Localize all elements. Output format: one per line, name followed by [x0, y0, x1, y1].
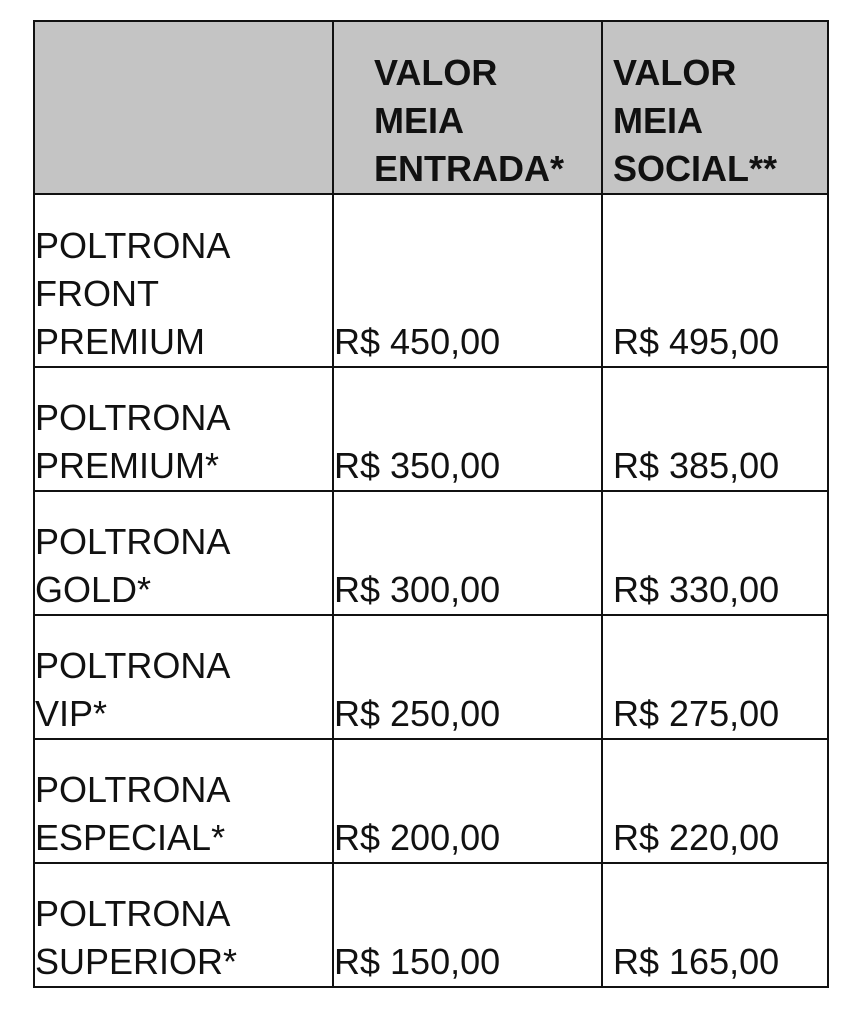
header-meia-entrada [333, 21, 602, 194]
price-meia-entrada: R$ 250,00 [333, 615, 602, 739]
price-meia-social: R$ 275,00 [602, 615, 828, 739]
header-meia-entrada-line: MEIA [374, 100, 464, 141]
price-meia-entrada: R$ 450,00 [333, 194, 602, 367]
price-meia-entrada: R$ 350,00 [333, 367, 602, 491]
seat-name-line: POLTRONA [35, 893, 231, 934]
seat-name-cell [34, 491, 333, 615]
table-row [34, 491, 828, 615]
seat-name-line: POLTRONA [35, 397, 231, 438]
price-meia-social: R$ 220,00 [602, 739, 828, 863]
header-corner-cell [34, 21, 333, 194]
seat-name-cell [34, 739, 333, 863]
price-meia-entrada: R$ 300,00 [333, 491, 602, 615]
table-row [34, 367, 828, 491]
header-row [34, 21, 828, 194]
seat-name-line: VIP* [35, 693, 108, 734]
table-row [34, 863, 828, 987]
header-meia-social-line: VALOR [613, 52, 737, 93]
seat-name-cell [34, 863, 333, 987]
seat-name-line: POLTRONA [35, 521, 231, 562]
table-row [34, 739, 828, 863]
header-meia-social-line: MEIA [613, 100, 703, 141]
header-meia-social [602, 21, 828, 194]
seat-name-cell [34, 194, 333, 367]
header-meia-entrada-line: VALOR [374, 52, 498, 93]
price-meia-entrada: R$ 200,00 [333, 739, 602, 863]
seat-name-cell [34, 615, 333, 739]
price-table [33, 20, 829, 988]
header-meia-social-line: SOCIAL** [613, 148, 778, 189]
price-meia-social: R$ 385,00 [602, 367, 828, 491]
seat-name-line: ESPECIAL* [35, 817, 226, 858]
header-meia-entrada-line: ENTRADA* [374, 148, 565, 189]
seat-name-line: POLTRONA [35, 769, 231, 810]
seat-name-line: POLTRONA [35, 645, 231, 686]
price-meia-social: R$ 165,00 [602, 863, 828, 987]
table-row [34, 194, 828, 367]
table-row [34, 615, 828, 739]
seat-name-line: SUPERIOR* [35, 941, 238, 982]
seat-name-line: FRONT [35, 273, 159, 314]
seat-name-line: GOLD* [35, 569, 152, 610]
seat-name-cell [34, 367, 333, 491]
seat-name-line: PREMIUM [35, 321, 205, 362]
price-meia-social: R$ 330,00 [602, 491, 828, 615]
price-meia-social: R$ 495,00 [602, 194, 828, 367]
seat-name-line: POLTRONA [35, 225, 231, 266]
seat-name-line: PREMIUM* [35, 445, 220, 486]
price-meia-entrada: R$ 150,00 [333, 863, 602, 987]
